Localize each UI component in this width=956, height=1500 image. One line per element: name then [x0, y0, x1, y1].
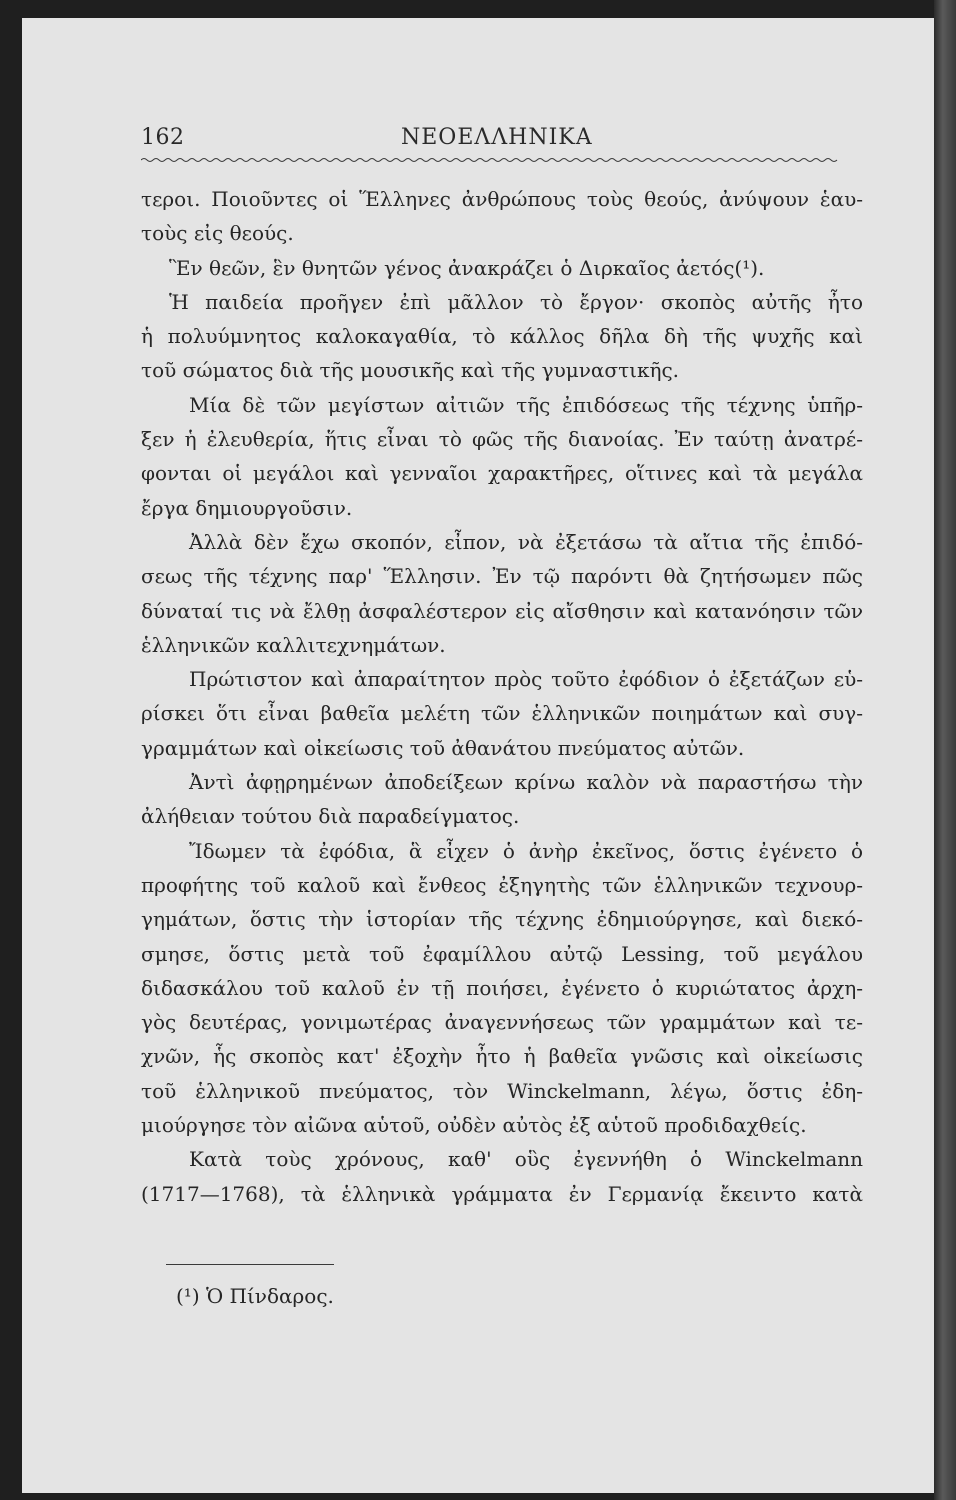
- body-text: [141, 182, 863, 1211]
- text-line: ἡ πολυύμνητος καλοκαγαθία, τὸ κάλλος δῆλα δὴ τῆς ψυχῆς καὶ: [141, 324, 863, 349]
- text-line: Ἀλλὰ δὲν ἔχω σκοπόν, εἶπον, νὰ ἐξετάσω τὰ αἴτια τῆς ἐπιδό-: [189, 529, 863, 554]
- text-line: σεως τῆς τέχνης παρ' Ἕλλησιν. Ἐν τῷ παρόντι θὰ ζητήσωμεν πῶς: [141, 564, 863, 589]
- text-line: ἔργα δημιουργοῦσιν.: [141, 495, 353, 520]
- text-line: ἀλήθειαν τούτου διὰ παραδείγματος.: [141, 804, 520, 829]
- text-line: διδασκάλου τοῦ καλοῦ ἐν τῇ ποιήσει, ἐγένετο ὁ κυριώτατος ἀρχη-: [141, 975, 863, 1000]
- text-line: Ἀντὶ ἀφῃρημένων ἀποδείξεων κρίνω καλὸν νὰ παραστήσω τὴν: [189, 770, 863, 795]
- text-line: προφήτης τοῦ καλοῦ καὶ ἔνθεος ἐξηγητὴς τῶν ἑλληνικῶν τεχνουρ-: [141, 872, 863, 897]
- running-title: ΝΕΟΕΛΛΗΝΙΚΑ: [401, 125, 593, 150]
- text-line: Μία δὲ τῶν μεγίστων αἰτιῶν τῆς ἐπιδόσεως τῆς τέχνης ὑπῆρ-: [189, 392, 863, 417]
- text-line: Ἓν θεῶν, ἓν θνητῶν γένος ἀνακράζει ὁ Διρκαῖος ἀετός(¹).: [169, 255, 765, 280]
- text-line: τοῦ σώματος διὰ τῆς μουσικῆς καὶ τῆς γυμναστικῆς.: [141, 358, 680, 383]
- running-header: [141, 125, 863, 155]
- text-line: Πρώτιστον καὶ ἀπαραίτητον πρὸς τοῦτο ἐφόδιον ὁ ἐξετάζων εὑ-: [189, 667, 863, 692]
- page-number: 162: [141, 125, 185, 150]
- text-line: Κατὰ τοὺς χρόνους, καθ' οὓς ἐγεννήθη ὁ Winckelmann: [189, 1147, 863, 1172]
- text-line: ξεν ἡ ἐλευθερία, ἥτις εἶναι τὸ φῶς τῆς διανοίας. Ἐν ταύτῃ ἀνατρέ-: [141, 427, 863, 452]
- text-line: χνῶν, ἧς σκοπὸς κατ' ἐξοχὴν ἦτο ἡ βαθεῖα γνῶσις καὶ οἰκείωσις: [141, 1044, 863, 1069]
- text-line: τοῦ ἑλληνικοῦ πνεύματος, τὸν Winckelmann, λέγω, ὅστις ἐδη-: [141, 1078, 863, 1103]
- footnote: (¹) Ὁ Πίνδαρος.: [176, 1284, 334, 1308]
- text-line: (1717—1768), τὰ ἑλληνικὰ γράμματα ἐν Γερμανίᾳ ἔκειντο κατὰ: [141, 1181, 863, 1206]
- text-line: ἑλληνικῶν καλλιτεχνημάτων.: [141, 632, 446, 657]
- text-line: γραμμάτων καὶ οἰκείωσις τοῦ ἀθανάτου πνεύματος αὐτῶν.: [141, 735, 745, 760]
- book-edge: [934, 0, 956, 1500]
- text-line: τεροι. Ποιοῦντες οἱ Ἕλληνες ἀνθρώπους τοὺς θεούς, ἀνύψουν ἑαυ-: [141, 187, 863, 211]
- text-line: γημάτων, ὅστις τὴν ἱστορίαν τῆς τέχνης ἐδημιούργησε, καὶ διεκό-: [141, 907, 863, 932]
- text-line: φονται οἱ μεγάλοι καὶ γενναῖοι χαρακτῆρες, οἵτινες καὶ τὰ μεγάλα: [141, 461, 863, 486]
- text-line: τοὺς εἰς θεούς.: [141, 221, 294, 246]
- footnote-rule: [166, 1264, 334, 1265]
- text-line: Ἡ παιδεία προῆγεν ἐπὶ μᾶλλον τὸ ἔργον· σκοπὸς αὐτῆς ἦτο: [169, 289, 863, 314]
- text-line: γὸς δευτέρας, γονιμωτέρας ἀναγεννήσεως τῶν γραμμάτων καὶ τε-: [141, 1010, 863, 1035]
- text-line: ρίσκει ὅτι εἶναι βαθεῖα μελέτη τῶν ἑλληνικῶν ποιημάτων καὶ συγ-: [141, 701, 863, 726]
- wavy-header-rule: [141, 156, 863, 164]
- text-line: Ἴδωμεν τὰ ἐφόδια, ἃ εἶχεν ὁ ἀνὴρ ἐκεῖνος, ὅστις ἐγένετο ὁ: [189, 838, 863, 863]
- text-line: μιούργησε τὸν αἰῶνα αὑτοῦ, οὐδὲν αὐτὸς ἐξ αὑτοῦ προδιδαχθείς.: [141, 1113, 807, 1138]
- text-line: σμησε, ὅστις μετὰ τοῦ ἐφαμίλλου αὐτῷ Lessing, τοῦ μεγάλου: [141, 941, 863, 966]
- text-line: δύναταί τις νὰ ἔλθῃ ἀσφαλέστερον εἰς αἴσθησιν καὶ κατανόησιν τῶν: [141, 598, 863, 623]
